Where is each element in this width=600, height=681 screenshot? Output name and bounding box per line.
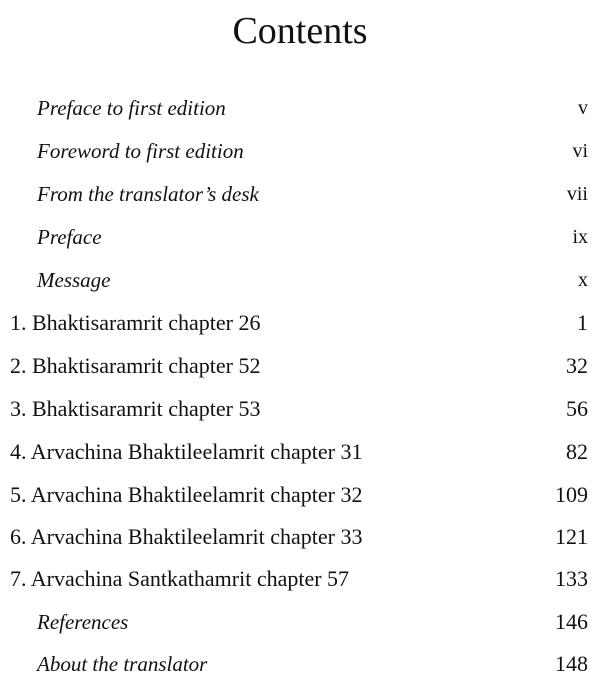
toc-entry[interactable] <box>10 394 588 424</box>
toc-entry-title: Preface to first edition <box>37 96 226 120</box>
toc-entry-page: 146 <box>555 609 588 634</box>
toc-entry[interactable] <box>10 522 588 552</box>
toc-entry-page: vi <box>572 140 588 162</box>
toc-entry-title: 7. Arvachina Santkathamrit chapter 57 <box>10 566 350 591</box>
toc-entry-title: From the translator’s desk <box>37 182 259 206</box>
toc-entry-page: 148 <box>555 651 588 676</box>
toc-entry-title: 6. Arvachina Bhaktileelamrit chapter 33 <box>10 524 363 549</box>
page-title: Contents <box>232 10 368 52</box>
toc-entry[interactable] <box>10 93 588 123</box>
toc-entry-title: 5. Arvachina Bhaktileelamrit chapter 32 <box>10 482 363 507</box>
toc-entry[interactable] <box>10 351 588 381</box>
toc-entry[interactable] <box>10 649 588 679</box>
toc-entry[interactable] <box>10 222 588 252</box>
toc-entry-page: 32 <box>566 353 588 378</box>
toc-entry-page: 1 <box>577 310 588 335</box>
toc-entry-title: 2. Bhaktisaramrit chapter 52 <box>10 353 261 378</box>
toc-entry-title: 1. Bhaktisaramrit chapter 26 <box>10 310 261 335</box>
toc-entry-title: 3. Bhaktisaramrit chapter 53 <box>10 396 261 421</box>
toc-entry-page: x <box>578 269 588 291</box>
toc-entry[interactable] <box>10 480 588 510</box>
toc-entry-title: Message <box>37 268 111 292</box>
toc-entry[interactable] <box>10 308 588 338</box>
toc-entry-title: About the translator <box>37 652 208 676</box>
toc-entry-page: 109 <box>555 482 588 507</box>
toc-entry-title: References <box>37 610 129 634</box>
toc-entry[interactable] <box>10 265 588 295</box>
toc-entry-title: Preface <box>37 225 102 249</box>
toc-entry-page: ix <box>572 226 588 248</box>
toc-entry[interactable] <box>10 607 588 637</box>
toc-entry[interactable] <box>10 136 588 166</box>
toc-entry[interactable] <box>10 564 588 594</box>
toc-entry-title: 4. Arvachina Bhaktileelamrit chapter 31 <box>10 439 363 464</box>
toc-entry-page: 82 <box>566 439 588 464</box>
toc-entry-page: 133 <box>555 566 588 591</box>
toc-entry-title: Foreword to first edition <box>37 139 244 163</box>
toc-entry-page: 121 <box>555 524 588 549</box>
toc-entry[interactable] <box>10 179 588 209</box>
toc-entry-page: v <box>578 97 588 119</box>
toc-entry-page: 56 <box>566 396 588 421</box>
toc-entry-page: vii <box>566 183 588 205</box>
toc-entry[interactable] <box>10 437 588 467</box>
